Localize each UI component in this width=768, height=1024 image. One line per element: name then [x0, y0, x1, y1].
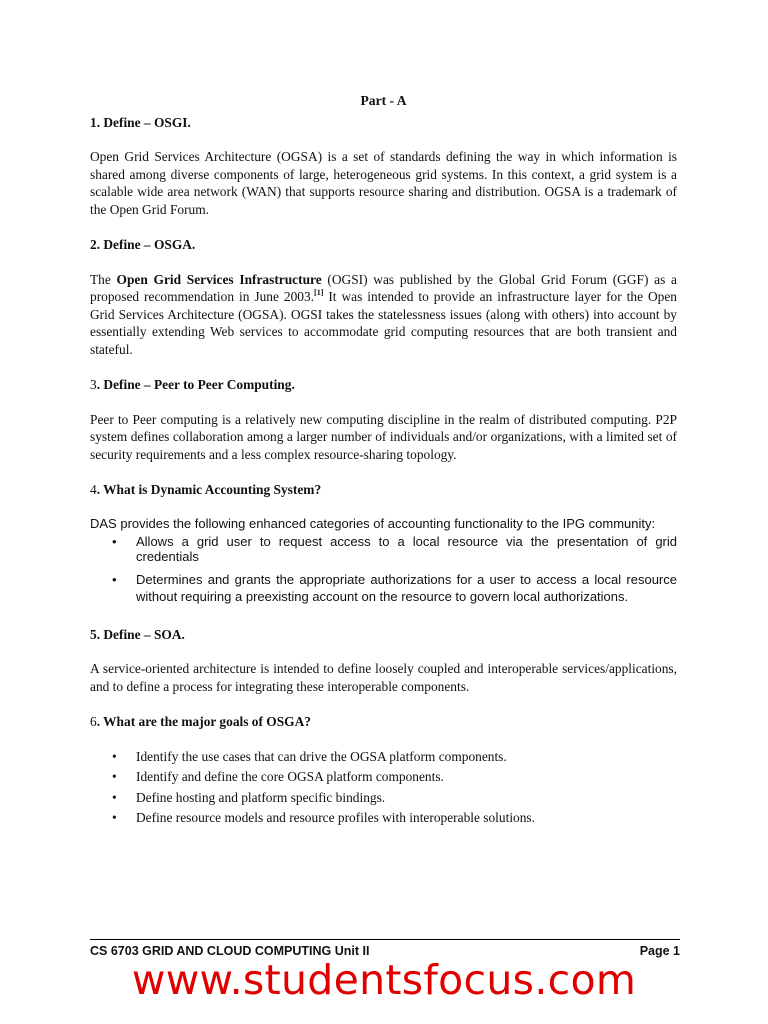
list-item: • Determines and grants the appropriate authorizations for a user to access a local resource without requiring a preexisting account on the resource to govern local authorizations. [90, 571, 677, 605]
q4-number: 4 [90, 482, 97, 497]
q2-text-3: It was intended to provide an infrastructure layer for the Open Grid Services Architecture (OGSA). OGSI takes the statelessness issues (along with others) into account by essentially extending Web services to accommodate grid computing resources that are both transient and stateful. [90, 289, 677, 357]
q2-bold-term: Open Grid Services Infrastructure [116, 271, 322, 287]
question-1-answer: Open Grid Services Architecture (OGSA) is a set of standards defining the way in which information is shared among diverse components of large, heterogeneous grid systems. In this context, a grid system is a scalable wide area network (WAN) that supports resource sharing and distribution. OGSA is a trademark of the Open Grid Forum. [90, 149, 677, 217]
question-3-answer: Peer to Peer computing is a relatively new computing discipline in the realm of distributed computing. P2P system defines collaboration among a larger number of individuals and/or organizations, with a limited set of security requirements and a less complex resource-sharing topology. [90, 411, 677, 462]
question-3-heading [90, 376, 677, 394]
q2-text-2: (OGSI) was published by the Global Grid Forum (GGF) as a proposed recommendation in June 2003. [90, 271, 677, 304]
q2-text-1: The [90, 271, 117, 287]
part-title: Part - A [360, 93, 407, 108]
q3-number: 3 [90, 377, 97, 392]
watermark-url: www.studentsfocus.com [131, 956, 637, 1004]
list-item: • Define hosting and platform specific bindings. [90, 789, 677, 807]
question-5-heading: 5. Define – SOA. [90, 626, 185, 642]
question-4-intro: DAS provides the following enhanced categories of accounting functionality to the IPG community: [90, 515, 656, 531]
question-1-heading: 1. Define – OSGI. [90, 114, 191, 130]
citation-link[interactable]: [1] [314, 287, 324, 297]
question-6-heading [90, 713, 677, 731]
footer-course-title: CS 6703 GRID AND CLOUD COMPUTING Unit II [90, 944, 370, 958]
q6-number: 6 [90, 714, 97, 729]
question-6-list [90, 748, 677, 827]
q3-title: . Define – Peer to Peer Computing. [96, 377, 295, 392]
q4-title: . What is Dynamic Accounting System? [96, 482, 322, 497]
question-4-heading [90, 481, 677, 499]
question-2-answer [90, 271, 677, 359]
list-item: • Identify the use cases that can drive the OGSA platform components. [90, 748, 677, 766]
q6-title: . What are the major goals of OSGA? [96, 714, 311, 729]
footer-page-number: Page 1 [639, 944, 680, 958]
list-item: • Define resource models and resource profiles with interoperable solutions. [90, 809, 677, 827]
list-item: • Allows a grid user to request access to a local resource via the presentation of grid credentials [90, 534, 677, 565]
footer-divider [90, 939, 680, 940]
question-2-heading: 2. Define – OSGA. [90, 237, 196, 252]
question-4-list [90, 534, 677, 605]
list-item: • Identify and define the core OGSA platform components. [90, 768, 677, 786]
question-5-answer: A service-oriented architecture is intended to define loosely coupled and interoperable services/applications, and to define a process for integrating these interoperable components. [90, 661, 677, 694]
document-body [90, 92, 677, 827]
